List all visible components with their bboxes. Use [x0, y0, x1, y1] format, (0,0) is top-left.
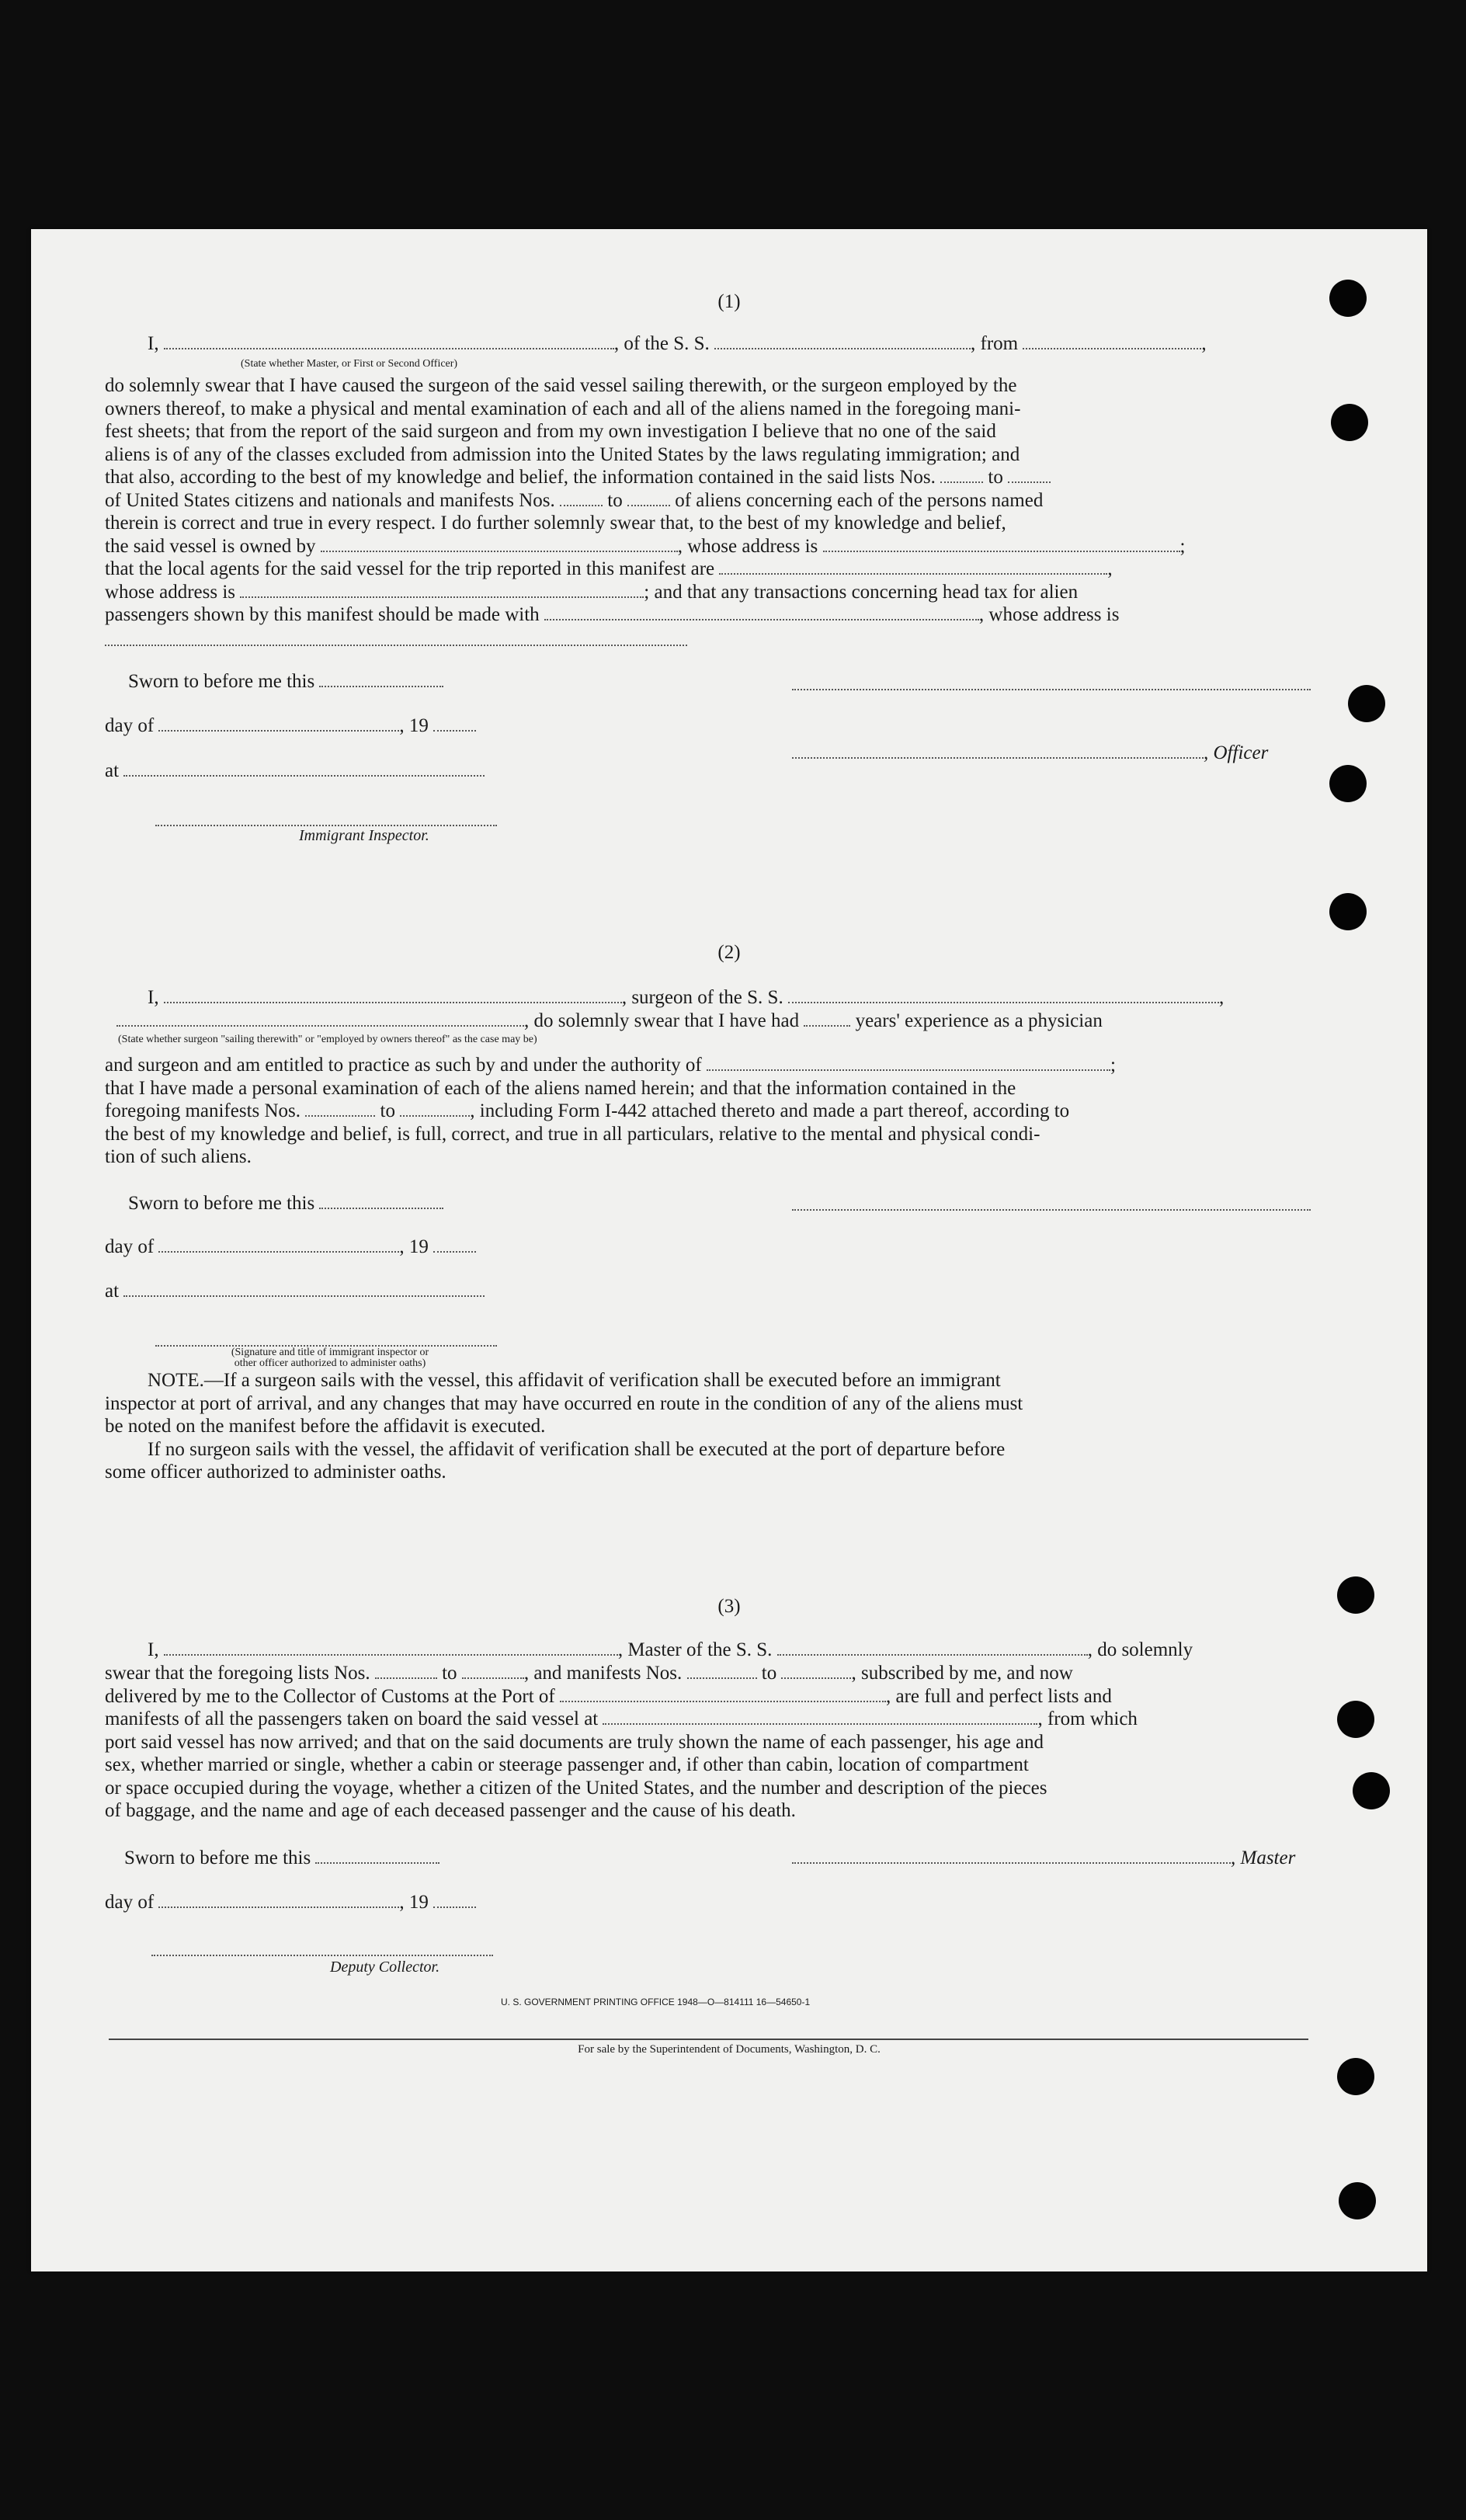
text: sex, whether married or single, whether a cabin or steerage passenger and, if other than cabin, location of compartment	[105, 1754, 1029, 1775]
text: , 19	[399, 1892, 429, 1913]
text: inspector at port of arrival, and any changes that may have occurred en route in the condition of any of the aliens must	[105, 1392, 1023, 1414]
text: I,	[148, 333, 159, 354]
section-2-swear-line	[116, 1010, 1103, 1033]
text: that the local agents for the said vessel for the trip reported in this manifest are	[105, 558, 715, 579]
text: ,	[1201, 333, 1207, 354]
text: manifests of all the passengers taken on board the said vessel at	[105, 1708, 599, 1729]
note-paragraph	[105, 1369, 1312, 1484]
text: , Officer	[1204, 742, 1269, 763]
text: the best of my knowledge and belief, is full, correct, and true in all particulars, relative to the mental and physical condi-	[105, 1123, 1040, 1145]
collector-signature-line	[151, 1955, 493, 1956]
text: , Master of the S. S.	[617, 1639, 773, 1660]
text: of United States citizens and nationals and manifests Nos.	[105, 489, 555, 511]
text: , from	[971, 333, 1019, 354]
section-2-number: (2)	[717, 942, 741, 963]
master-line	[792, 1847, 1295, 1870]
punch-hole	[1329, 893, 1367, 930]
punch-hole	[1331, 404, 1368, 441]
text: therein is correct and true in every respect. I do further solemnly swear that, to the best of my knowledge and belief,	[105, 513, 1006, 534]
text: (Signature and title of immigrant inspector or	[231, 1347, 429, 1358]
text: day of	[105, 1892, 155, 1913]
text: passengers shown by this manifest should be made with	[105, 604, 540, 625]
text: , of the S. S.	[613, 333, 710, 354]
text: of baggage, and the name and age of each deceased passenger and the cause of his death.	[105, 1800, 796, 1821]
punch-hole	[1329, 765, 1367, 802]
text: do solemnly swear that I have caused the surgeon of the said vessel sailing therewith, or the surgeon employed by the	[105, 375, 1017, 396]
text: swear that the foregoing lists Nos.	[105, 1663, 370, 1684]
text: the said vessel is owned by	[105, 535, 316, 557]
form-page	[31, 229, 1427, 2271]
text: I,	[148, 1639, 159, 1660]
officer-signature-line	[792, 689, 1311, 690]
text: If no surgeon sails with the vessel, the affidavit of verification shall be executed at the port of departure before	[148, 1438, 1006, 1460]
gpo-imprint: U. S. GOVERNMENT PRINTING OFFICE 1948—O—814111 16—54650-1	[501, 1997, 811, 2007]
text: and surgeon and am entitled to practice as such by and under the authority of	[105, 1055, 702, 1076]
text: , whose address is	[978, 604, 1120, 625]
text: fest sheets; that from the report of the said surgeon and from my own investigation I believe that no one of the said	[105, 421, 996, 442]
text: tion of such aliens.	[105, 1146, 252, 1167]
text: some officer authorized to administer oaths.	[105, 1462, 446, 1482]
text: , 19	[399, 715, 429, 736]
punch-hole	[1339, 2182, 1376, 2219]
text: , do solemnly swear that I have had	[524, 1010, 800, 1031]
text: ,	[1218, 987, 1225, 1008]
section-1-header-line	[148, 332, 1207, 356]
text: , 19	[399, 1236, 429, 1257]
inspector-signature-line	[155, 825, 497, 826]
text: ;	[1179, 535, 1186, 557]
section-3-header-line	[148, 1639, 1193, 1662]
text: , do solemnly	[1087, 1639, 1193, 1660]
surgeon-signature-line	[792, 1209, 1311, 1211]
at-line-1	[105, 759, 485, 783]
text: , are full and perfect lists and	[886, 1685, 1112, 1707]
text: foregoing manifests Nos.	[105, 1100, 301, 1121]
text: of aliens concerning each of the persons named	[675, 489, 1044, 511]
text: , subscribed by me, and now	[851, 1663, 1073, 1684]
section-1-body	[105, 374, 1312, 627]
at-line-2	[105, 1280, 485, 1303]
text: to	[607, 489, 623, 511]
text: at	[105, 760, 120, 781]
text: Sworn to before me this	[128, 1193, 315, 1214]
text: , and manifests Nos.	[523, 1663, 683, 1684]
text: port said vessel has now arrived; and that on the said documents are truly shown the name of each passenger, his age and	[105, 1731, 1044, 1753]
text: , including Form I-442 attached thereto and made a part thereof, according to	[470, 1100, 1070, 1121]
text: ;	[1110, 1055, 1116, 1076]
text: at	[105, 1281, 120, 1302]
text: ,	[1107, 558, 1113, 579]
text: to	[380, 1100, 395, 1121]
text: Sworn to before me this	[124, 1847, 311, 1868]
text: years' experience as a physician	[855, 1010, 1103, 1031]
footer-rule	[109, 2039, 1308, 2040]
text: owners thereof, to make a physical and mental examination of each and all of the aliens named in the foregoing mani-	[105, 398, 1021, 419]
text: to	[988, 467, 1003, 488]
officer-line	[792, 742, 1268, 765]
collector-label: Deputy Collector.	[330, 1959, 440, 1976]
text: , from which	[1037, 1708, 1138, 1729]
day-line-2	[105, 1236, 476, 1259]
text: ; and that any transactions concerning head tax for alien	[644, 581, 1079, 603]
text: day of	[105, 715, 155, 736]
address-line	[105, 645, 687, 646]
section-3-body	[105, 1662, 1312, 1823]
punch-hole	[1337, 2058, 1374, 2095]
section-1-number: (1)	[717, 291, 741, 312]
text: , whose address is	[677, 535, 818, 557]
text: Sworn to before me this	[128, 671, 315, 692]
text: to	[442, 1663, 457, 1684]
text: day of	[105, 1236, 155, 1257]
text: or space occupied during the voyage, whether a citizen of the United States, and the number and description of the pieces	[105, 1777, 1047, 1799]
punch-hole	[1353, 1772, 1390, 1809]
text: to	[761, 1663, 777, 1684]
text: whose address is	[105, 581, 236, 603]
text: that I have made a personal examination of each of the aliens named herein; and that the information contained in the	[105, 1077, 1016, 1099]
text: be noted on the manifest before the affidavit is executed.	[105, 1416, 546, 1437]
day-line-1	[105, 714, 476, 738]
inspector-label: Immigrant Inspector.	[299, 827, 429, 844]
text: NOTE.—If a surgeon sails with the vessel, this affidavit of verification shall be executed before an immigrant	[148, 1370, 1001, 1391]
text: delivered by me to the Collector of Customs at the Port of	[105, 1685, 555, 1707]
sale-notice: For sale by the Superintendent of Documents, Washington, D. C.	[578, 2043, 881, 2056]
punch-hole	[1337, 1701, 1374, 1738]
section-2-body	[105, 1054, 1312, 1169]
text: aliens is of any of the classes excluded from admission into the United States by the laws regulating immigration; and	[105, 443, 1020, 465]
sworn-line-2	[128, 1192, 443, 1215]
sworn-line-3	[124, 1847, 439, 1870]
text: other officer authorized to administer oaths)	[234, 1357, 426, 1369]
text: that also, according to the best of my knowledge and belief, the information contained in the said lists Nos.	[105, 467, 936, 488]
signature-note	[163, 1347, 497, 1369]
vessel-note: (State whether surgeon "sailing therewith" or "employed by owners thereof" as the case may be)	[118, 1034, 537, 1045]
text: , surgeon of the S. S.	[621, 987, 783, 1008]
section-2-header-line	[148, 986, 1224, 1010]
text: I,	[148, 987, 159, 1008]
punch-hole	[1348, 685, 1385, 722]
text: , Master	[1231, 1847, 1296, 1868]
sworn-line-1	[128, 670, 443, 693]
officer-note: (State whether Master, or First or Second Officer)	[241, 358, 458, 370]
section-3-number: (3)	[717, 1596, 741, 1617]
day-line-3	[105, 1891, 476, 1914]
